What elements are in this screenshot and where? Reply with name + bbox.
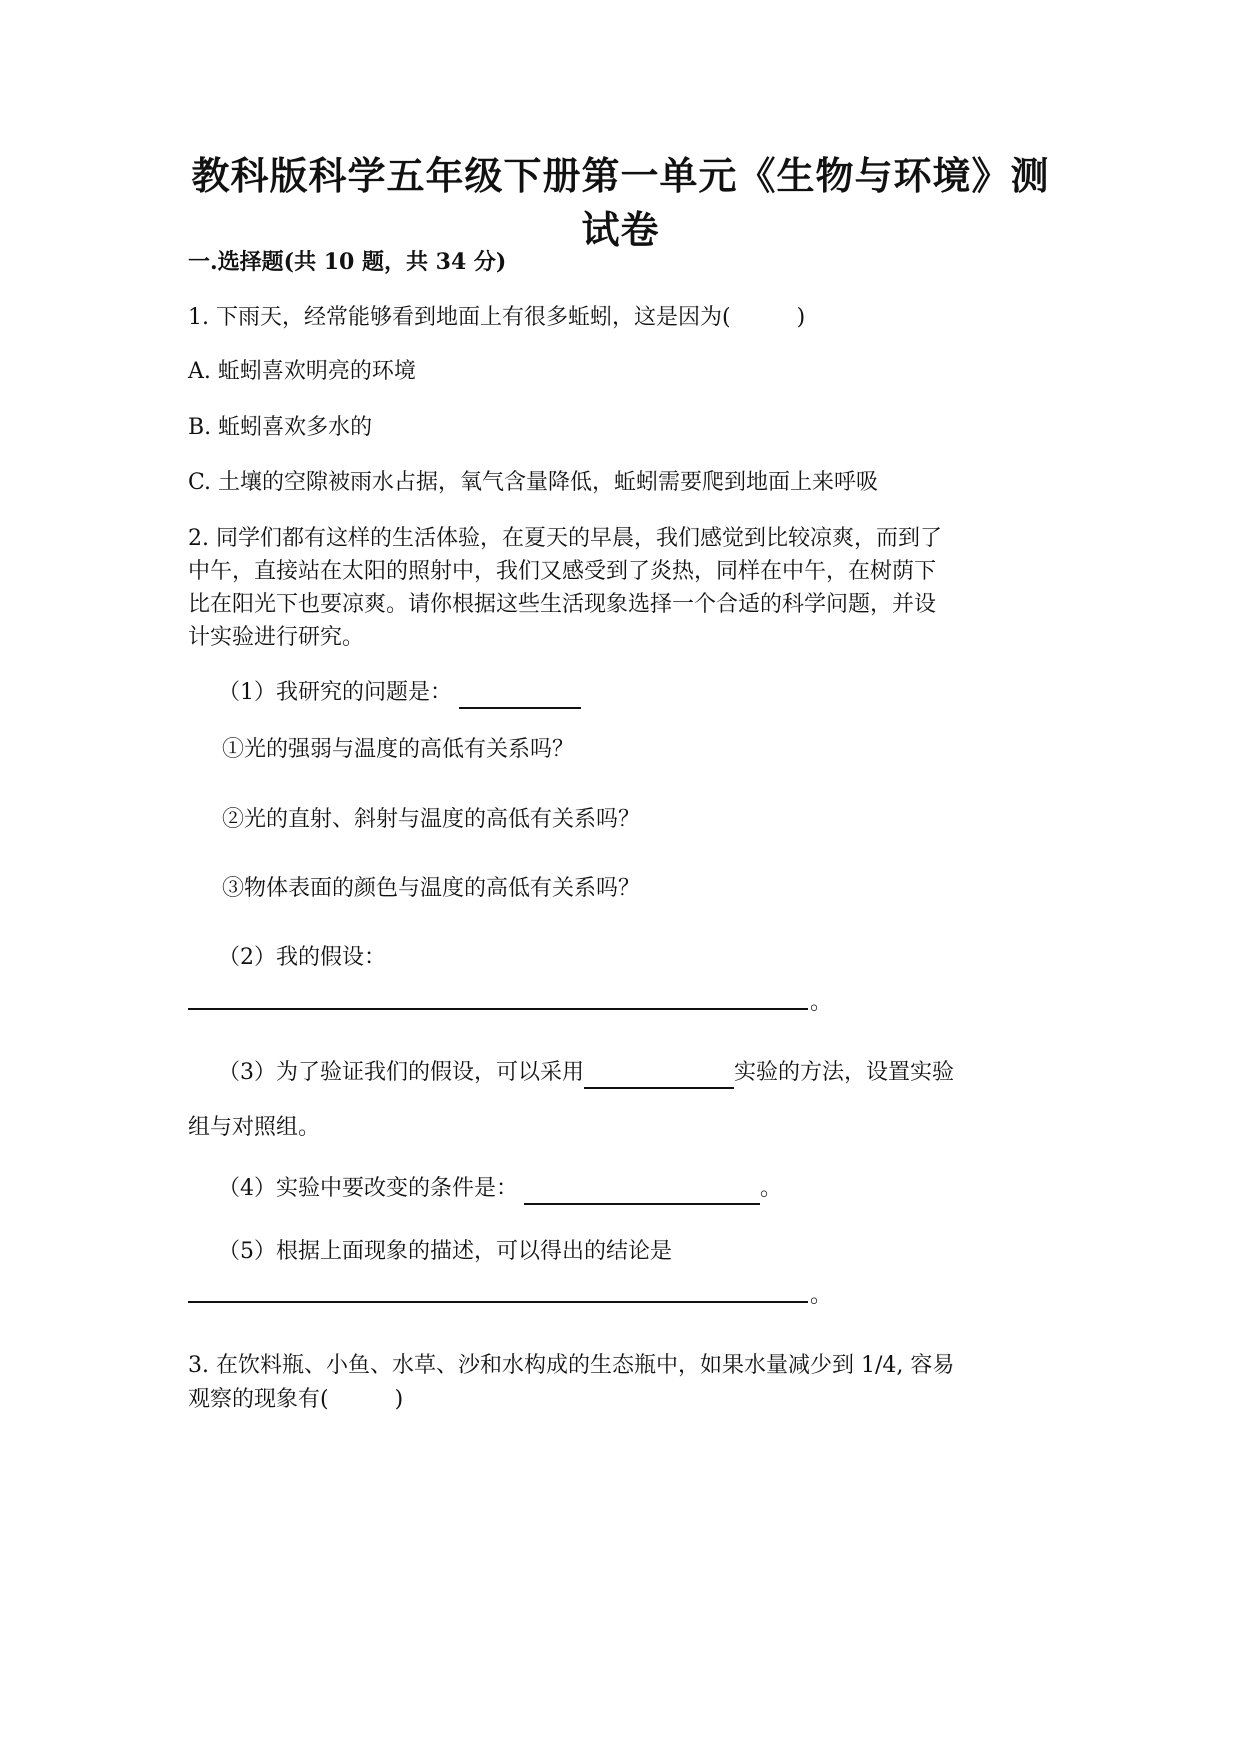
q2-sub2-period: 。 — [810, 990, 833, 1015]
q2-sub5-answer-blank[interactable] — [188, 1301, 808, 1303]
q2-choice1: ①光的强弱与温度的高低有关系吗？ — [222, 737, 575, 762]
q2-sub3-line2: 组与对照组。 — [188, 1115, 321, 1140]
page-title-line1: 教科版科学五年级下册第一单元《生物与环境》测 — [191, 153, 1050, 198]
q3-stem-line1: 3. 在饮料瓶、小鱼、水草、沙和水构成的生态瓶中，如果水量减少到 1/4, 容易 — [188, 1353, 955, 1378]
q2-sub4-period: 。 — [760, 1176, 783, 1201]
q2-choice3: ③物体表面的颜色与温度的高低有关系吗？ — [222, 876, 641, 901]
q2-sub3-label-after: 实验的方法，设置实验 — [734, 1060, 955, 1085]
q2-sub1-answer-blank[interactable] — [459, 681, 581, 709]
q1-option-b: B. 蚯蚓喜欢多水的 — [188, 415, 373, 440]
q2-sub3 — [218, 1057, 954, 1089]
q1-option-c: C. 土壤的空隙被雨水占据，氧气含量降低，蚯蚓需要爬到地面上来呼吸 — [188, 470, 879, 495]
section-heading: 一.选择题(共 10 题，共 34 分) — [188, 249, 507, 275]
q2-stem-line3: 比在阳光下也要凉爽。请你根据这些生活现象选择一个合适的科学问题，并设 — [188, 592, 937, 617]
q2-sub4-label: （4）实验中要改变的条件是： — [218, 1176, 518, 1201]
q2-sub2-answer-blank[interactable] — [188, 1008, 808, 1010]
q2-stem-line1: 2. 同学们都有这样的生活体验，在夏天的早晨，我们感觉到比较凉爽，而到了 — [188, 526, 942, 551]
q2-sub5: （5）根据上面现象的描述，可以得出的结论是 — [218, 1239, 672, 1264]
q1-stem: 1. 下雨天，经常能够看到地面上有很多蚯蚓，这是因为( ) — [188, 305, 806, 330]
q2-sub4 — [218, 1173, 782, 1205]
q2-sub5-period: 。 — [810, 1283, 833, 1308]
q2-sub3-label: （3）为了验证我们的假设，可以采用 — [218, 1060, 584, 1085]
q2-sub1-label: （1）我研究的问题是： — [218, 680, 452, 705]
q2-choice2: ②光的直射、斜射与温度的高低有关系吗？ — [222, 807, 641, 832]
q2-sub1 — [218, 677, 581, 709]
q2-stem-line4: 计实验进行研究。 — [188, 625, 365, 650]
page-title-line2: 试卷 — [581, 207, 660, 252]
q2-sub2: （2）我的假设： — [218, 945, 386, 970]
q2-sub3-answer-blank[interactable] — [584, 1061, 734, 1089]
q1-option-a: A. 蚯蚓喜欢明亮的环境 — [188, 359, 416, 384]
q2-sub4-answer-blank[interactable] — [524, 1177, 760, 1205]
q3-stem-line2: 观察的现象有( ) — [188, 1387, 404, 1412]
q2-stem-line2: 中午，直接站在太阳的照射中，我们又感受到了炎热，同样在中午，在树荫下 — [188, 559, 937, 584]
